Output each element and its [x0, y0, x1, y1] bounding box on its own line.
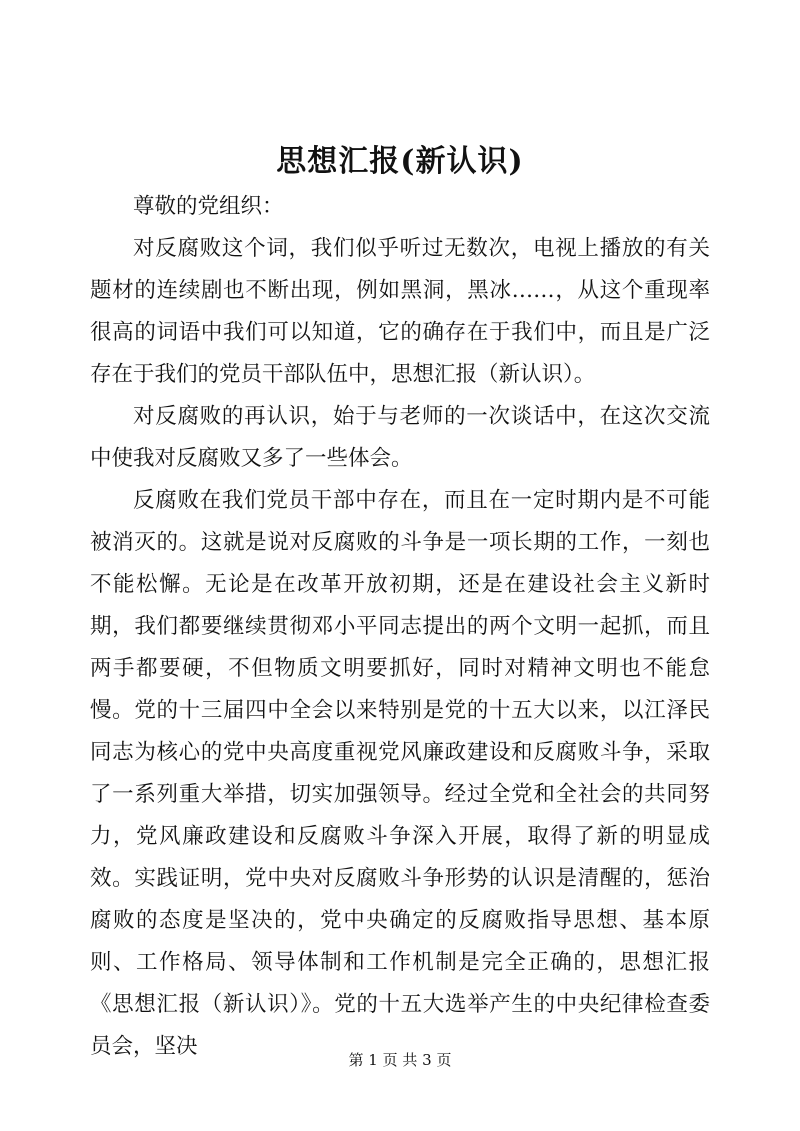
document-title: 思想汇报(新认识) [276, 144, 524, 179]
paragraph: 对反腐败这个词，我们似乎听过无数次，电视上播放的有关题材的连续剧也不断出现，例如黑洞，黑冰……，从这个重现率很高的词语中我们可以知道，它的确存在于我们中，而且是广泛存在于我们的党员干部队伍中，思想汇报（新认识）。 [90, 236, 710, 387]
salutation: 尊敬的党组织： [133, 194, 284, 219]
paragraph: 对反腐败的再认识，始于与老师的一次谈话中，在这次交流中使我对反腐败又多了一些体会。 [90, 404, 710, 471]
document-body [90, 186, 710, 1068]
paragraph: 反腐败在我们党员干部中存在，而且在一定时期内是不可能被消灭的。这就是说对反腐败的斗争是一项长期的工作，一刻也不能松懈。无论是在改革开放初期，还是在建设社会主义新时期，我们都要继续贯彻邓小平同志提出的两个文明一起抓，而且两手都要硬，不但物质文明要抓好，同时对精神文明也不能怠慢。党的十三届四中全会以来特别是党的十五大以来，以江泽民同志为核心的党中央高度重视党风廉政建设和反腐败斗争，采取了一系列重大举措，切实加强领导。经过全党和全社会的共同努力，党风廉政建设和反腐败斗争深入开展，取得了新的明显成效。实践证明，党中央对反腐败斗争形势的认识是清醒的，惩治腐败的态度是坚决的，党中央确定的反腐败指导思想、基本原则、工作格局、领导体制和工作机制是完全正确的，思想汇报《思想汇报（新认识）》。党的十五大选举产生的中央纪律检查委员会，坚决 [90, 488, 710, 1059]
page-number-footer: 第 1 页 共 3 页 [348, 1051, 452, 1069]
